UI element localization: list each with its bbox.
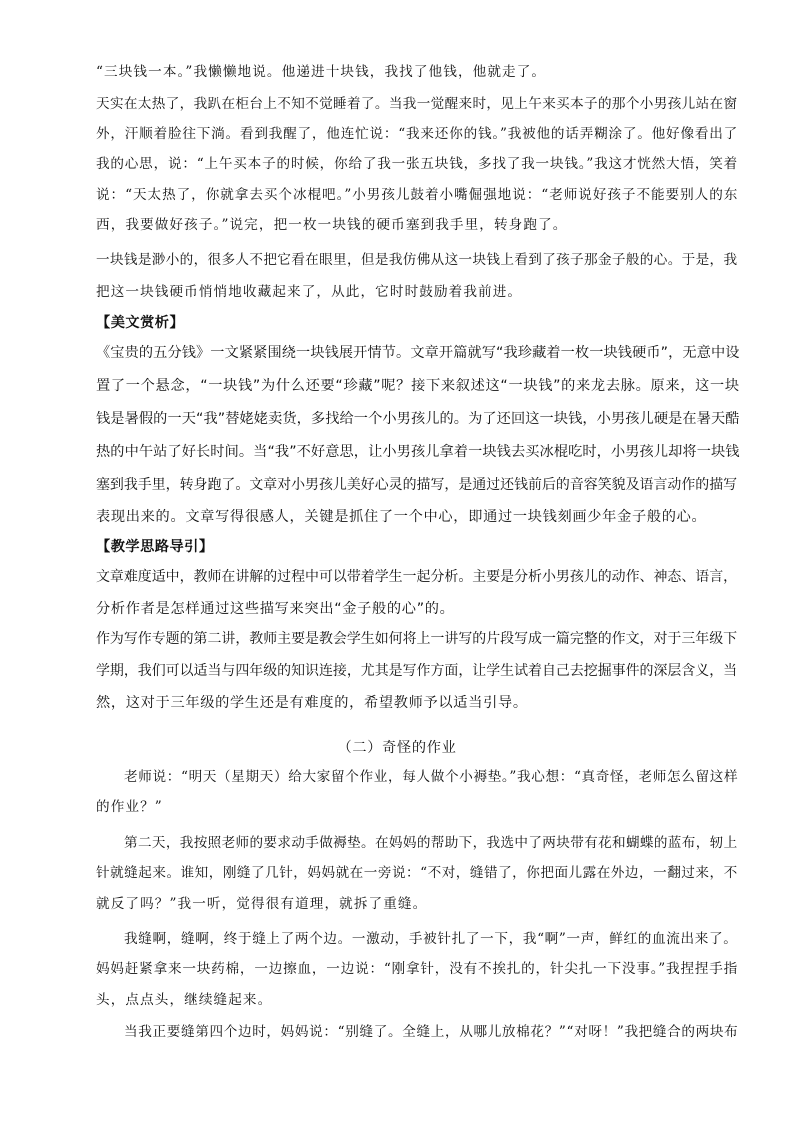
story1-line-5: 说：“天太热了，你就拿去买个冰棍吧。”小男孩儿鼓着小嘴倔强地说：“老师说好孩子不能要别人的东 (96, 187, 739, 203)
story1-line-8: 把这一块钱硬币悄悄地收藏起来了，从此，它时时鼓励着我前进。 (96, 284, 523, 300)
teaching-line-3: 作为写作专题的第二讲，教师主要是教会学生如何将上一讲写的片段写成一篇完整的作文，对于三年级下 (96, 631, 738, 647)
story2-line-3: 第二天，我按照老师的要求动手做褥垫。在妈妈的帮助下，我选中了两块带有花和蝴蝶的蓝布，轫上 (124, 835, 738, 851)
teaching-line-1: 文章难度适中，教师在讲解的过程中可以带着学生一起分析。主要是分析小男孩儿的动作、神态、语言， (96, 569, 738, 585)
story1-line-1: “三块钱一本。”我懒懒地说。他递进十块钱，我找了他钱，他就走了。 (96, 64, 547, 80)
story2-line-9: 当我正要缝第四个边时，妈妈说：“别缝了。全缝上，从哪儿放棉花？”“对呀！”我把缝合的两块布 (124, 1024, 739, 1040)
story2-title: （二）奇怪的作业 (337, 740, 457, 756)
story2-line-4: 针就缝起来。谁知，刚缝了几针，妈妈就在一旁说：“不对，缝错了，你把面儿露在外边，一翻过来，不 (96, 865, 738, 881)
story1-line-7: 一块钱是渺小的，很多人不把它看在眼里，但是我仿佛从这一块钱上看到了孩子那金子般的心。于是，我 (96, 252, 738, 268)
appreciation-line-4: 热的中午站了好长时间。当“我”不好意思，让小男孩儿拿着一块钱去买冰棍吃时，小男孩儿却将一块钱 (96, 444, 740, 460)
teaching-line-5: 然，这对于三年级的学生还是有难度的，希望教师予以适当引导。 (96, 695, 528, 711)
teaching-line-2: 分析作者是怎样通过这些描写来突出“金子般的心”的。 (96, 601, 455, 617)
appreciation-heading: 【美文赏析】 (96, 315, 185, 331)
story1-line-2: 天实在太热了，我趴在柜台上不知不觉睡着了。当我一觉醒来时，见上午来买本子的那个小男孩儿站在窗 (96, 96, 738, 112)
story1-line-4: 我的心思，说：“上午买本子的时候，你给了我一张五块钱，多找了我一块钱。”我这才恍然大悟，笑着 (96, 156, 739, 172)
story2-line-2: 的作业？” (96, 799, 163, 815)
appreciation-line-5: 塞到我手里，转身跑了。文章对小男孩儿美好心灵的描写，是通过还钱前后的音容笑貌及语言动作的描写 (96, 477, 738, 493)
appreciation-line-2: 置了一个悬念，“一块钱”为什么还要“珍藏”呢？接下来叙述这“一块钱”的来龙去脉。原来，这一块 (96, 378, 740, 394)
story1-line-6: 西，我要做好孩子。”说完，把一枚一块钱的硬币塞到我手里，转身跑了。 (96, 217, 568, 233)
story1-line-3: 外，汗顺着脸往下淌。看到我醒了，他连忙说：“我来还你的钱。”我被他的话弄糊涂了。他好像看出了 (96, 126, 739, 142)
teaching-heading: 【教学思路导引】 (96, 539, 214, 555)
story2-line-7: 妈妈赶紧拿来一块药棉，一边擦血，一边说：“刚拿针，没有不挨扎的，针尖扎一下没事。”我捏捏手指 (96, 961, 739, 977)
story2-line-6: 我缝啊，缝啊，终于缝上了两个边。一激动，手被针扎了一下，我“啊”一声，鲜红的血流出来了。 (124, 931, 738, 947)
story2-line-1: 老师说：“明天（星期天）给大家留个作业，每人做个小褥垫。”我心想：“真奇怪，老师怎么留这样 (124, 769, 739, 785)
story2-line-5: 就反了吗？”我一听，觉得很有道理，就拆了重缝。 (96, 896, 428, 912)
appreciation-line-1: 《宝贵的五分钱》一文紧紧围绕一块钱展开情节。文章开篇就写“我珍藏着一枚一块钱硬币”，无意中设 (96, 345, 740, 361)
appreciation-line-6: 表现出来的。文章写得很感人，关键是抓住了一个中心，即通过一块钱刻画少年金子般的心。 (96, 509, 707, 525)
teaching-line-4: 学期，我们可以适当与四年级的知识连接，尤其是写作方面，让学生试着自己去挖掘事件的深层含义，当 (96, 663, 738, 679)
appreciation-line-3: 钱是暑假的一天“我”替姥姥卖货，多找给一个小男孩儿的。为了还回这一块钱，小男孩儿硬是在暑天酷 (96, 411, 740, 427)
story2-line-8: 头，点点头，继续缝起来。 (96, 992, 273, 1008)
